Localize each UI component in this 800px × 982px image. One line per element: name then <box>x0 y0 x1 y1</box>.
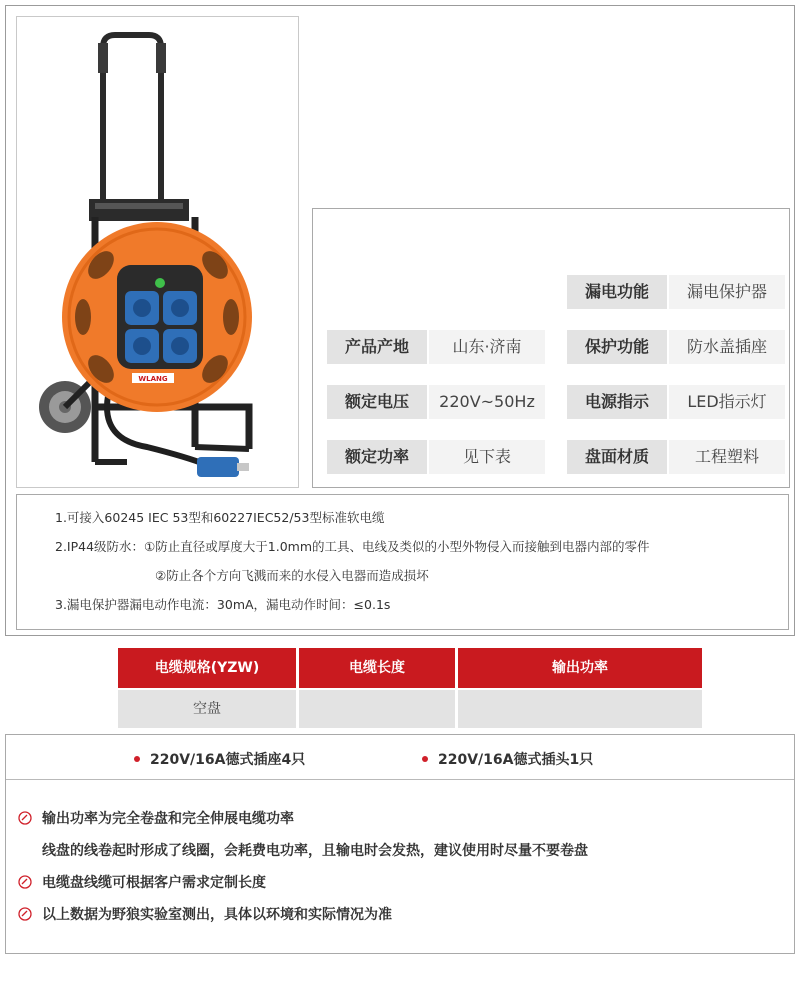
reel-logo-text: WLANG <box>138 375 168 383</box>
column-header: 输出功率 <box>458 648 702 688</box>
note-text: 线盘的线卷起时形成了线圈，会耗费电功率，且输电时会发热，建议使用时尽量不要卷盘 <box>42 843 588 859</box>
note-line: 2.IP44级防水：①防止直径或厚度大于1.0mm的工具、电线及类似的小型外物侵入而接触到电器内部的零件 <box>55 539 650 554</box>
warning-circle-icon <box>18 875 32 889</box>
spec-key: 电源指示 <box>567 385 667 419</box>
spec-key: 盘面材质 <box>567 440 667 474</box>
spec-row-leakage <box>567 275 785 309</box>
spec-key: 保护功能 <box>567 330 667 364</box>
warning-circle-icon <box>18 811 32 825</box>
note-line: 1.可接入60245 IEC 53型和60227IEC52/53型标准软电缆 <box>55 510 385 525</box>
spec-row-origin <box>327 330 545 364</box>
plug-item <box>422 749 593 769</box>
table-row <box>118 690 705 728</box>
note-item <box>18 807 588 829</box>
column-header: 电缆规格(YZW) <box>118 648 296 688</box>
table-cell <box>299 690 455 728</box>
spec-row-voltage <box>327 385 545 419</box>
spec-row-protection <box>567 330 785 364</box>
bottom-notes <box>18 807 588 935</box>
warning-circle-icon <box>18 907 32 921</box>
spec-row-indicator <box>567 385 785 419</box>
spec-row-material <box>567 440 785 474</box>
plug-label: 220V/16A德式插头1只 <box>438 752 594 768</box>
note-text: 输出功率为完全卷盘和完全伸展电缆功率 <box>42 811 294 827</box>
feature-notes <box>16 494 789 630</box>
socket-item <box>134 749 305 769</box>
spec-value: 见下表 <box>429 440 545 474</box>
table-cell <box>458 690 702 728</box>
spec-key: 额定功率 <box>327 440 427 474</box>
note-item <box>18 903 588 925</box>
socket-label: 220V/16A德式插座4只 <box>150 752 306 768</box>
column-header: 电缆长度 <box>299 648 455 688</box>
note-text: 以上数据为野狼实验室测出，具体以环境和实际情况为准 <box>42 907 392 923</box>
note-item <box>18 871 588 893</box>
spec-key: 漏电功能 <box>567 275 667 309</box>
product-photo <box>16 16 299 488</box>
spec-value: 山东·济南 <box>429 330 545 364</box>
note-item <box>18 839 588 861</box>
divider <box>6 779 794 780</box>
spec-key: 额定电压 <box>327 385 427 419</box>
spec-row-power <box>327 440 545 474</box>
spec-value: 防水盖插座 <box>669 330 785 364</box>
bullet-dot-icon <box>422 756 428 762</box>
cable-spec-table <box>118 648 705 728</box>
cable-reel-illustration <box>17 17 298 487</box>
table-cell: 空盘 <box>118 690 296 728</box>
product-info-panel <box>5 5 795 636</box>
note-text: 电缆盘线缆可根据客户需求定制长度 <box>42 875 266 891</box>
spec-value: 工程塑料 <box>669 440 785 474</box>
bullet-dot-icon <box>134 756 140 762</box>
spec-table <box>312 208 790 488</box>
spec-value: LED指示灯 <box>669 385 785 419</box>
spec-value: 220V~50Hz <box>429 385 545 419</box>
note-line: 3.漏电保护器漏电动作电流：30mA，漏电动作时间：≤0.1s <box>55 597 391 612</box>
note-line: ②防止各个方向飞溅而来的水侵入电器而造成损坏 <box>155 568 429 583</box>
accessories-panel <box>5 734 795 954</box>
spec-value: 漏电保护器 <box>669 275 785 309</box>
spec-key: 产品产地 <box>327 330 427 364</box>
table-header-row <box>118 648 705 688</box>
